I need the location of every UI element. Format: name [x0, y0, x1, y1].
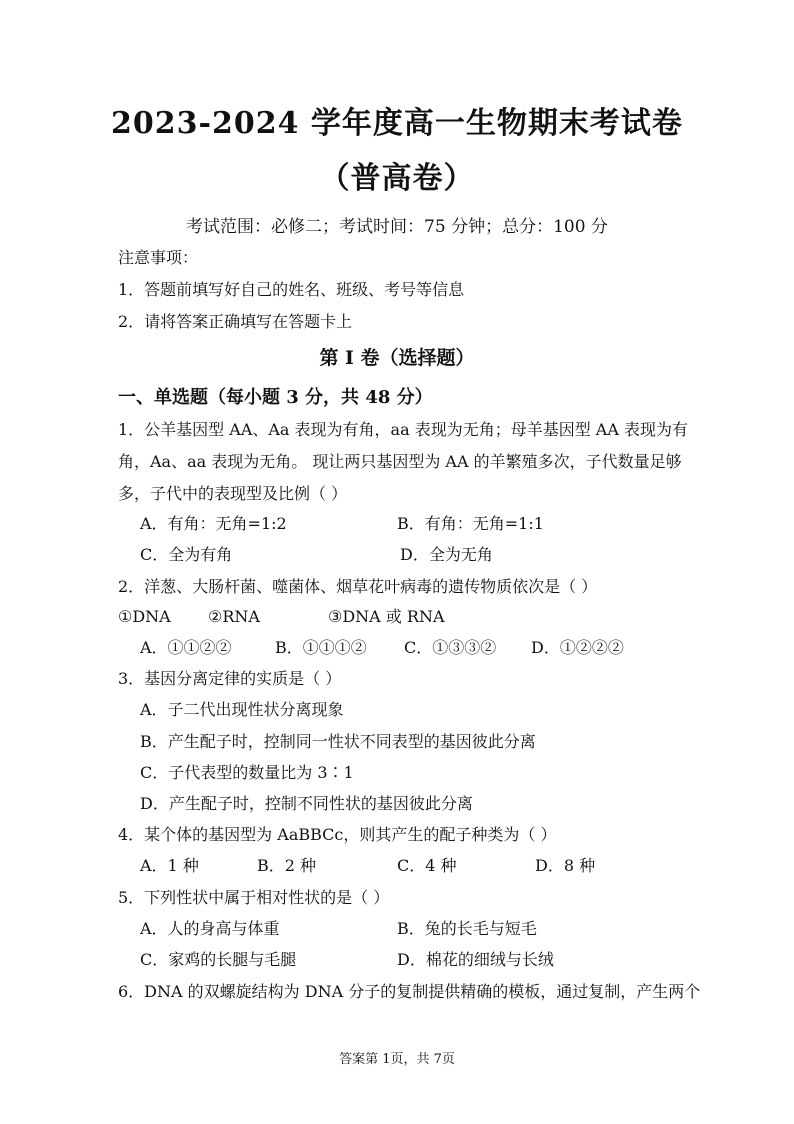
q4-option-c: C．4 种	[397, 856, 457, 875]
q2-item-2: ②RNA	[208, 607, 260, 626]
q2-item-1: ①DNA	[118, 607, 171, 626]
section-title: 第 I 卷（选择题）	[319, 347, 475, 369]
q2-item-3: ③DNA 或 RNA	[328, 607, 445, 626]
q6-line-1: 6．DNA 的双螺旋结构为 DNA 分子的复制提供精确的模板，通过复制，产生两个	[118, 982, 701, 1001]
notice-2: 2．请将答案正确填写在答题卡上	[118, 312, 353, 331]
q2-option-b: B．①①①②	[275, 638, 367, 657]
q1-line-3: 多，子代中的表现型及比例（ ）	[118, 484, 348, 503]
q2-option-c: C．①③③②	[404, 638, 497, 657]
q3-option-a: A．子二代出现性状分离现象	[140, 700, 344, 719]
q1-option-a: A．有角：无角=1:2	[140, 514, 287, 533]
q5-option-d: D．棉花的细绒与长绒	[397, 950, 554, 969]
q4-option-d: D．8 种	[535, 856, 596, 875]
q3-option-b: B．产生配子时，控制同一性状不同表型的基因彼此分离	[140, 732, 536, 751]
page-footer: 答案第 1页，共 7页	[339, 1052, 455, 1067]
exam-title: 2023-2024 学年度高一生物期末考试卷	[111, 106, 683, 141]
q4-line-1: 4．某个体的基因型为 AaBBCc，则其产生的配子种类为（ ）	[118, 825, 557, 844]
q1-option-c: C．全为有角	[140, 545, 233, 564]
q5-option-b: B．兔的长毛与短毛	[397, 919, 537, 938]
part-title: 一、单选题（每小题 3 分，共 48 分）	[118, 387, 433, 408]
q3-line-1: 3．基因分离定律的实质是（ ）	[118, 669, 342, 688]
notice-title: 注意事项：	[118, 248, 199, 267]
q1-line-1: 1．公羊基因型 AA、Aa 表现为有角，aa 表现为无角；母羊基因型 AA 表现为有	[118, 420, 689, 439]
q2-line-1: 2．洋葱、大肠杆菌、噬菌体、烟草花叶病毒的遗传物质依次是（ ）	[118, 577, 598, 596]
q2-option-a: A．①①②②	[140, 638, 232, 657]
notice-1: 1．答题前填写好自己的姓名、班级、考号等信息	[118, 280, 465, 299]
q5-option-c: C．家鸡的长腿与毛腿	[140, 950, 297, 969]
q1-option-b: B．有角：无角=1:1	[397, 514, 544, 533]
q2-option-d: D．①②②②	[531, 638, 624, 657]
q1-option-d: D．全为无角	[400, 545, 493, 564]
q4-option-b: B．2 种	[257, 856, 317, 875]
q3-option-d: D．产生配子时，控制不同性状的基因彼此分离	[140, 794, 473, 813]
q4-option-a: A．1 种	[140, 856, 199, 875]
exam-info: 考试范围：必修二；考试时间：75 分钟；总分：100 分	[186, 217, 608, 237]
q5-option-a: A．人的身高与体重	[140, 919, 280, 938]
exam-subtitle: （普高卷）	[319, 161, 475, 196]
q1-line-2: 角，Aa、aa 表现为无角。 现让两只基因型为 AA 的羊繁殖多次，子代数量足够	[118, 452, 682, 471]
q3-option-c: C．子代表型的数量比为 3∶1	[140, 763, 354, 782]
q5-line-1: 5．下列性状中属于相对性状的是（ ）	[118, 888, 390, 907]
